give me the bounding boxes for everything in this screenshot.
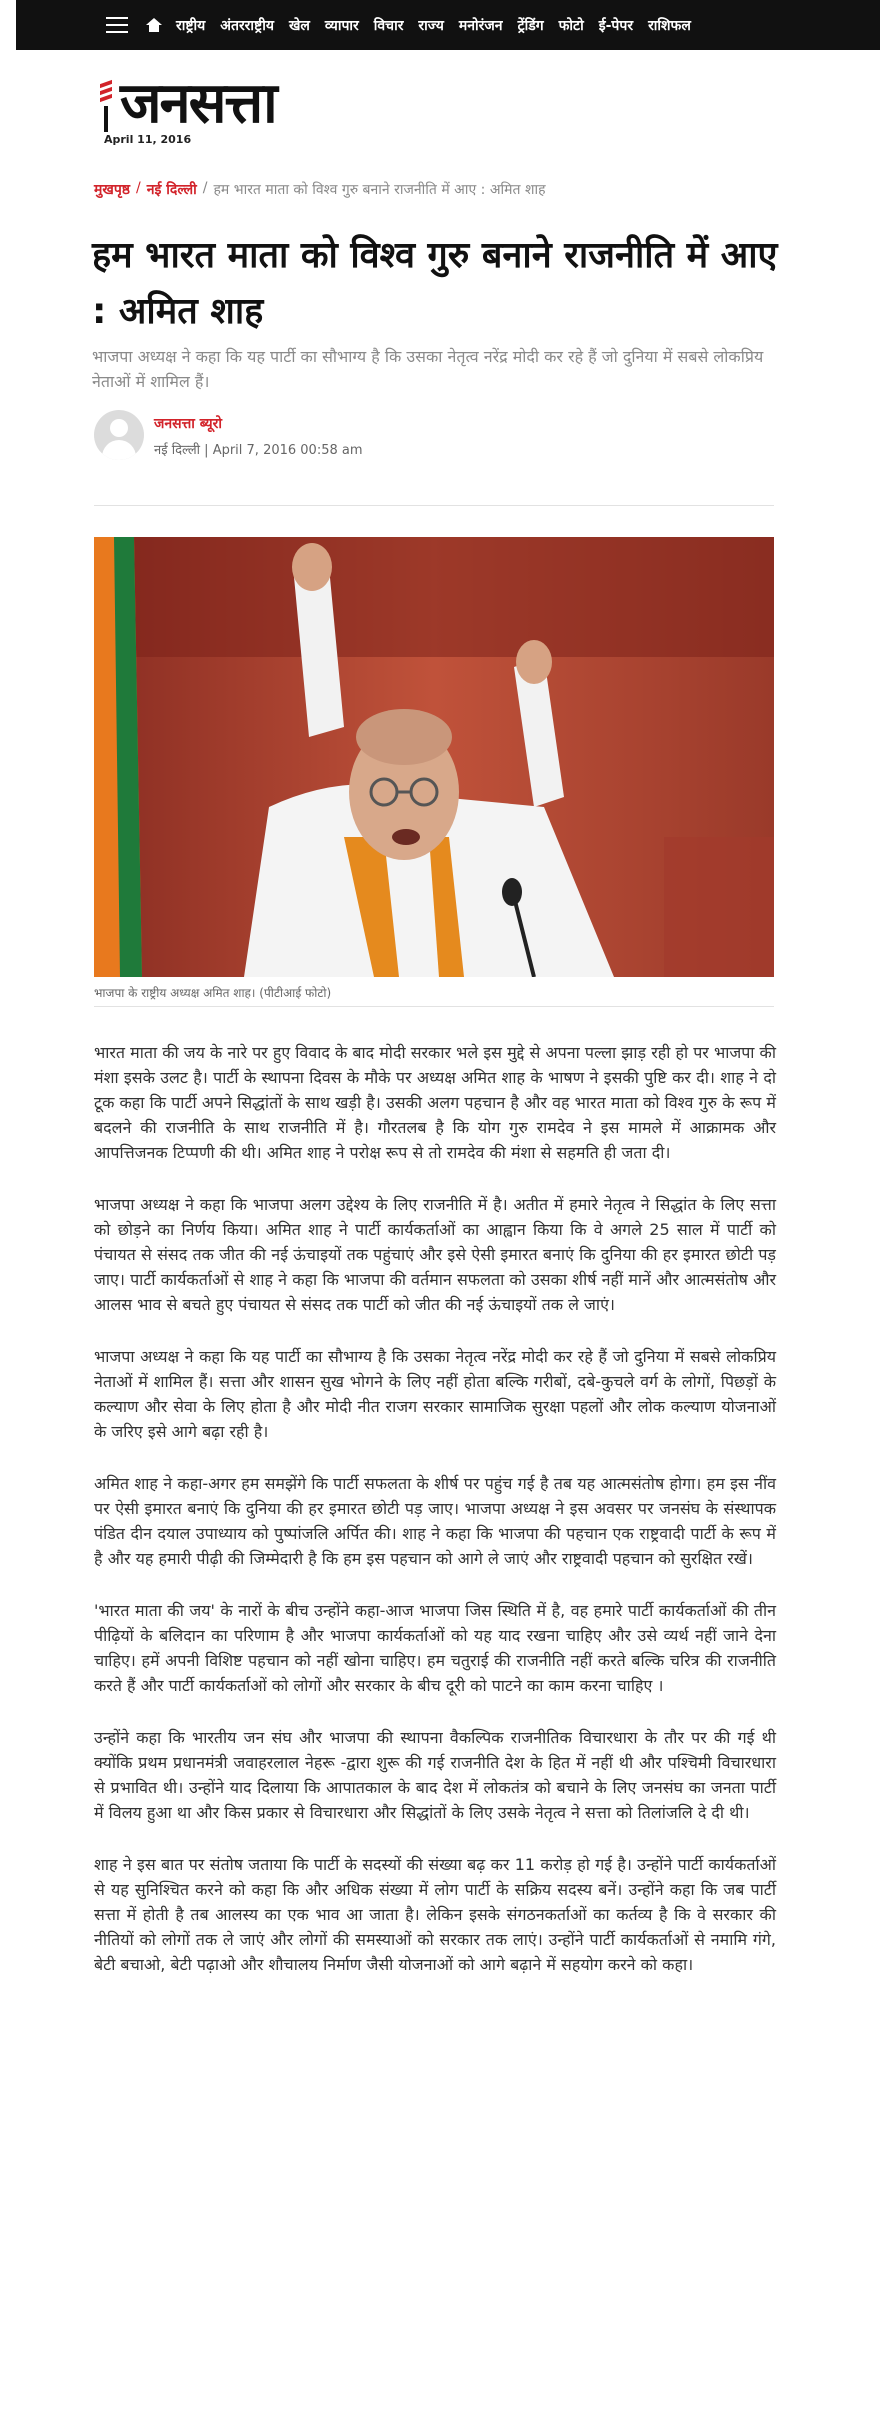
article-photo (94, 537, 774, 977)
nav-item-sports[interactable]: खेल (288, 17, 310, 34)
site-logo[interactable] (96, 71, 396, 138)
breadcrumb (94, 180, 546, 199)
nav-item-trending[interactable]: ट्रेंडिंग (517, 17, 544, 34)
nav-menu (176, 16, 706, 35)
article-paragraph: शाह ने इस बात पर संतोष जताया कि पार्टी के सदस्यों की संख्या बढ़ कर 11 करोड़ हो गई है। उन्होंने पार्टी कार्यकर्ताओं से यह सुनिश्चित करने को कहा कि और अधिक संख्या में लोग पार्टी के सक्रिय सदस्य बनें। उन्होंने कहा कि जब पार्टी सत्ता में होती है तब आलस्य का एक भाव आ जाता है। लेकिन इसके संगठनकर्ताओं का कर्तव्य है कि वे सरकार की नीतियों को लोगों तक ले जाएं और लोगों की समस्याओं को सरकार तक लाएं। उन्होंने पार्टी कार्यकर्ताओं से नमामि गंगे, बेटी बचाओ, बेटी पढ़ाओ और शौचालय निर्माण जैसी योजनाओं को आगे बढ़ाने में सहयोग करने को कहा। (94, 1855, 776, 1974)
top-nav-bar (16, 0, 880, 50)
author-name[interactable]: जनसत्ता ब्यूरो (154, 416, 222, 432)
nav-item-business[interactable]: व्यापार (324, 17, 359, 34)
article-paragraph: भारत माता की जय के नारे पर हुए विवाद के बाद मोदी सरकार भले इस मुद्दे से अपना पल्ला झाड़ रही हो पर भाजपा की मंशा इसके उलट है। पार्टी के स्थापना दिवस के मौके पर अध्यक्ष अमित शाह के भाषण ने इसकी पुष्टि कर दी। शाह ने दो टूक कहा कि पार्टी अपने सिद्धांतों के साथ खड़ी है। उसकी अलग पहचान है और वह भारत माता को विश्व गुरु के रूप में बदलने की राजनीति के साथ राजनीति में है। गौरतलब है कि योग गुरु रामदेव ने इस मामले में आक्रामक और आपत्तिजनक टिप्पणी की थी। अमित शाह ने परोक्ष रूप से तो रामदेव की मंशा से सहमति ही जता दी। (94, 1043, 776, 1162)
article-paragraph: भाजपा अध्यक्ष ने कहा कि भाजपा अलग उद्देश्य के लिए राजनीति में है। अतीत में हमारे नेतृत्व ने सिद्धांत के लिए सत्ता को छोड़ने का निर्णय किया। अमित शाह ने पार्टी कार्यकर्ताओं का आह्वान किया कि वे अगले 25 साल में पार्टी को पंचायत से संसद तक जीत की नई ऊंचाइयों तक पहुंचाएं और इसे ऐसी इमारत बनाएं कि दुनिया की हर इमारत छोटी पड़ जाए। पार्टी कार्यकर्ताओं से शाह ने कहा कि भाजपा की वर्तमान सफलता को उसका शीर्ष नहीं मानें और आत्मसंतोष और आलस भाव से बचते हुए पंचायत से संसद तक पार्टी को जीत की नई ऊंचाइयों तक ले जाएं। (94, 1195, 776, 1314)
article-summary: भाजपा अध्यक्ष ने कहा कि यह पार्टी का सौभाग्य है कि उसका नेतृत्व नरेंद्र मोदी कर रहे हैं जो दुनिया में सबसे लोकप्रिय नेताओं में शामिल हैं। (92, 347, 764, 391)
article-body (94, 1040, 776, 2004)
article-headline: हम भारत माता को विश्व गुरु बनाने राजनीति में आए : अमित शाह (92, 235, 778, 332)
nav-item-horoscope[interactable]: राशिफल (648, 17, 691, 34)
nav-item-opinion[interactable]: विचार (373, 17, 404, 34)
nav-item-international[interactable]: अंतरराष्ट्रीय (220, 17, 274, 34)
divider (94, 1006, 774, 1007)
article-paragraph: 'भारत माता की जय' के नारों के बीच उन्होंने कहा-आज भाजपा जिस स्थिति में है, वह हमारे पार्टी कार्यकर्ताओं की तीन पीढ़ियों के बलिदान का परिणाम है और भाजपा कार्यकर्ताओं को यह याद रखना चाहिए और उसे व्यर्थ नहीं जाने देना चाहिए। हमें अपनी विशिष्ट पहचान को नहीं खोना चाहिए। हम चतुराई की राजनीति नहीं करते बल्कि चरित्र की राजनीति करते हैं और पार्टी कार्यकर्ताओं को लोगों और सरकार के बीच दूरी को पाटने का काम करना चाहिए । (94, 1601, 776, 1695)
breadcrumb-home[interactable]: मुखपृष्ठ (94, 182, 131, 198)
photo-caption: भाजपा के राष्ट्रीय अध्यक्ष अमित शाह। (पीटीआई फोटो) (94, 986, 332, 1000)
article-dateline: नई दिल्ली | April 7, 2016 00:58 am (154, 443, 363, 458)
home-icon[interactable] (146, 18, 162, 32)
breadcrumb-current: हम भारत माता को विश्व गुरु बनाने राजनीति में आए : अमित शाह (213, 182, 546, 198)
logo-mark-icon (96, 80, 116, 132)
breadcrumb-separator: / (136, 180, 141, 196)
nav-item-national[interactable]: राष्ट्रीय (176, 17, 206, 34)
article-paragraph: भाजपा अध्यक्ष ने कहा कि यह पार्टी का सौभाग्य है कि उसका नेतृत्व नरेंद्र मोदी कर रहे हैं जो दुनिया में सबसे लोकप्रिय नेताओं में शामिल हैं। सत्ता और शासन सुख भोगने के लिए नहीं होता बल्कि गरीबों, दबे-कुचले वर्ग के लोगों, पिछड़ों के कल्याण और सेवा के लिए होता है और मोदी नीत राजग सरकार सामाजिक सुरक्षा पहलों और लोक कल्याण योजनाओं के जरिए इसे आगे बढ़ा रही है। (94, 1347, 776, 1441)
article-paragraph: अमित शाह ने कहा-अगर हम समझेंगे कि पार्टी सफलता के शीर्ष पर पहुंच गई है तब यह आत्मसंतोष होगा। हम इस नींव पर ऐसी इमारत बनाएं कि दुनिया की हर इमारत छोटी पड़ जाए। भाजपा अध्यक्ष ने इस अवसर पर जनसंघ के संस्थापक पंडित दीन दयाल उपाध्याय को पुष्पांजलि अर्पित की। शाह ने कहा कि भाजपा की पहचान एक राष्ट्रवादी पार्टी के रूप में है और यह हमारी पीढ़ी की जिम्मेदारी है कि हम इस पहचान को आगे ले जाएं और राष्ट्रवादी पहचान को सुरक्षित रखें। (94, 1474, 776, 1568)
breadcrumb-section[interactable]: नई दिल्ली (146, 182, 197, 198)
article-paragraph: उन्होंने कहा कि भारतीय जन संघ और भाजपा की स्थापना वैकल्पिक राजनीतिक विचारधारा के तौर पर की गई थी क्योंकि प्रथम प्रधानमंत्री जवाहरलाल नेहरू -द्वारा शुरू की गई राजनीति देश के हित में नहीं थी और पश्चिमी विचारधारा से प्रभावित थी। उन्होंने याद दिलाया कि आपातकाल के बाद देश में लोकतंत्र को बचाने के लिए जनसंघ का जनता पार्टी में विलय हुआ था और किस प्रकार से विचारधारा और सिद्धांतों के लिए उसके नेतृत्व ने सत्ता को तिलांजलि दे दी थी। (94, 1728, 776, 1822)
nav-item-states[interactable]: राज्य (418, 17, 444, 34)
hamburger-menu-icon[interactable] (106, 17, 128, 33)
breadcrumb-separator: / (202, 180, 208, 196)
logo-text: जनसत्ता (120, 71, 276, 136)
divider (94, 505, 774, 506)
nav-item-photo[interactable]: फोटो (558, 17, 584, 34)
nav-item-entertainment[interactable]: मनोरंजन (458, 17, 503, 34)
nav-item-epaper[interactable]: ई-पेपर (598, 17, 634, 34)
byline (94, 410, 794, 470)
avatar (94, 410, 144, 460)
logo-date: April 11, 2016 (104, 133, 192, 146)
